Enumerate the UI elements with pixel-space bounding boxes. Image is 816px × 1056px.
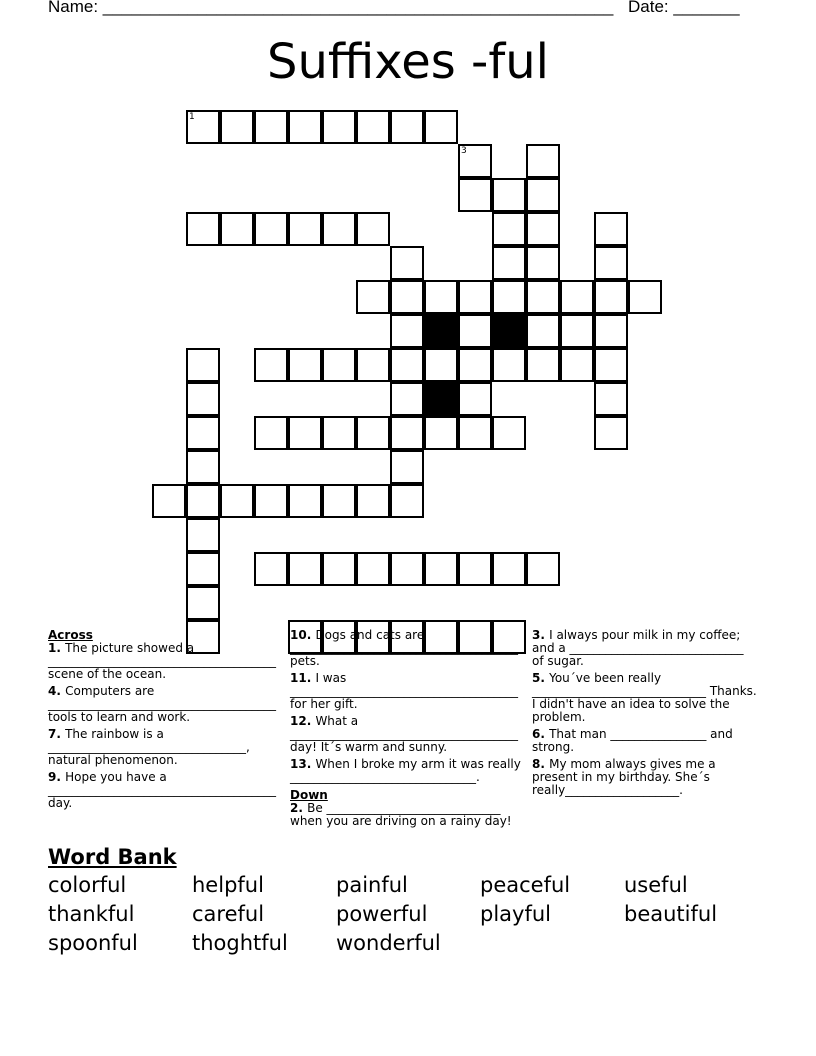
grid-cell[interactable]: [186, 586, 220, 620]
grid-cell[interactable]: [186, 348, 220, 382]
grid-cell[interactable]: [594, 246, 628, 280]
clue-number-label: 6.: [532, 727, 550, 741]
grid-cell[interactable]: [254, 348, 288, 382]
down-clues-list: [290, 802, 530, 828]
across-clues-list-2: [290, 629, 530, 784]
grid-cell[interactable]: [526, 314, 560, 348]
grid-cell[interactable]: [186, 110, 220, 144]
clue-number: 1: [189, 112, 195, 122]
grid-cell[interactable]: [458, 416, 492, 450]
clue-item: [48, 685, 286, 724]
clue-number-label: 3.: [532, 628, 550, 642]
grid-cell[interactable]: [492, 246, 526, 280]
grid-cell[interactable]: [458, 552, 492, 586]
clue-text: ______________________________________: [48, 697, 276, 711]
grid-cell[interactable]: [492, 178, 526, 212]
word-bank-item: spoonful: [48, 931, 138, 955]
clues-column-1: [48, 629, 286, 810]
clue-text: 8. My mom always gives me a: [532, 757, 716, 771]
grid-cell[interactable]: [594, 212, 628, 246]
grid-cell[interactable]: [492, 212, 526, 246]
clue-item: [532, 728, 772, 754]
grid-cell[interactable]: [186, 416, 220, 450]
grid-cell[interactable]: [594, 280, 628, 314]
clue-text: ______________________________________: [290, 641, 518, 655]
grid-cell[interactable]: [390, 280, 424, 314]
grid-cell[interactable]: [526, 144, 560, 178]
clue-text: scene of the ocean.: [48, 667, 167, 681]
grid-cell[interactable]: [356, 280, 390, 314]
grid-cell[interactable]: [186, 212, 220, 246]
grid-cell[interactable]: [220, 212, 254, 246]
word-bank-item: colorful: [48, 873, 127, 897]
grid-cell[interactable]: [356, 552, 390, 586]
grid-cell[interactable]: [390, 348, 424, 382]
grid-cell[interactable]: [594, 382, 628, 416]
word-bank-item: powerful: [336, 902, 428, 926]
grid-cell[interactable]: [492, 416, 526, 450]
clue-text: ______________________________________: [48, 783, 276, 797]
clue-text: 2. Be _____________________________: [290, 801, 501, 815]
clue-text: natural phenomenon.: [48, 753, 178, 767]
grid-cell[interactable]: [254, 484, 288, 518]
clue-item: [290, 802, 530, 828]
grid-cell[interactable]: [458, 382, 492, 416]
clue-text: pets.: [290, 654, 320, 668]
clue-text: ______________________________________: [48, 654, 276, 668]
word-bank-item: thankful: [48, 902, 135, 926]
grid-cell[interactable]: [288, 212, 322, 246]
grid-cell[interactable]: [560, 280, 594, 314]
grid-cell[interactable]: [322, 348, 356, 382]
clue-item: [290, 672, 530, 711]
clue-item: [532, 629, 772, 668]
clue-text: present in my birthday. She´s: [532, 770, 710, 784]
clue-text: day! It´s warm and sunny.: [290, 740, 448, 754]
clue-number-label: 8.: [532, 757, 550, 771]
grid-cell[interactable]: [390, 450, 424, 484]
clue-text: 11. I was: [290, 671, 347, 685]
clue-number-label: 1.: [48, 641, 66, 655]
down-clues-list-2: [532, 629, 772, 797]
grid-cell[interactable]: [322, 416, 356, 450]
clue-text: problem.: [532, 710, 586, 724]
grid-cell[interactable]: [390, 246, 424, 280]
clue-number: 3: [461, 146, 467, 156]
grid-cell[interactable]: [186, 450, 220, 484]
grid-cell[interactable]: [594, 348, 628, 382]
grid-cell[interactable]: [458, 178, 492, 212]
clue-text: I didn't have an idea to solve the: [532, 697, 730, 711]
grid-cell[interactable]: [254, 110, 288, 144]
grid-black-cell: [424, 314, 458, 348]
clue-item: [532, 758, 772, 797]
clue-number-label: 9.: [48, 770, 66, 784]
clues-column-3: [532, 629, 772, 797]
clue-text: ______________________________________: [290, 684, 518, 698]
date-field: Date: _______: [628, 0, 740, 16]
grid-cell[interactable]: [492, 348, 526, 382]
grid-cell[interactable]: [526, 348, 560, 382]
clues-column-2: [290, 629, 530, 828]
clue-text: ______________________________________: [290, 727, 518, 741]
grid-cell[interactable]: [220, 110, 254, 144]
clue-number-label: 13.: [290, 757, 316, 771]
clue-number-label: 2.: [290, 801, 308, 815]
down-heading: Down: [290, 788, 328, 802]
grid-cell[interactable]: [288, 552, 322, 586]
grid-cell[interactable]: [458, 280, 492, 314]
clue-text: tools to learn and work.: [48, 710, 191, 724]
grid-cell[interactable]: [390, 552, 424, 586]
clue-text: 12. What a: [290, 714, 359, 728]
clue-item: [290, 758, 530, 784]
clue-text: _________________________________,: [48, 740, 250, 754]
word-bank-title: Word Bank: [48, 845, 177, 869]
across-clues-list: [48, 642, 286, 810]
word-bank-item: useful: [624, 873, 688, 897]
grid-cell[interactable]: [356, 348, 390, 382]
grid-cell[interactable]: [526, 212, 560, 246]
grid-cell[interactable]: [560, 348, 594, 382]
clue-text: 4. Computers are: [48, 684, 155, 698]
clue-item: [290, 715, 530, 754]
grid-cell[interactable]: [594, 416, 628, 450]
name-field: Name: ______________________________________________________: [48, 0, 614, 16]
clue-text: of sugar.: [532, 654, 584, 668]
clue-number-label: 10.: [290, 628, 316, 642]
clue-item: [48, 728, 286, 767]
grid-cell[interactable]: [288, 348, 322, 382]
clue-number-label: 11.: [290, 671, 316, 685]
grid-cell[interactable]: [356, 484, 390, 518]
grid-cell[interactable]: [254, 552, 288, 586]
grid-cell[interactable]: [288, 110, 322, 144]
grid-cell[interactable]: [458, 144, 492, 178]
clue-text: 3. I always pour milk in my coffee;: [532, 628, 741, 642]
grid-cell[interactable]: [356, 416, 390, 450]
grid-cell[interactable]: [322, 110, 356, 144]
word-bank-item: thoghtful: [192, 931, 288, 955]
grid-cell[interactable]: [424, 348, 458, 382]
grid-cell[interactable]: [254, 212, 288, 246]
clue-text: 13. When I broke my arm it was really: [290, 757, 521, 771]
clue-text: when you are driving on a rainy day!: [290, 814, 512, 828]
grid-cell[interactable]: [594, 314, 628, 348]
grid-cell[interactable]: [356, 212, 390, 246]
grid-cell[interactable]: [390, 382, 424, 416]
grid-cell[interactable]: [288, 484, 322, 518]
clue-number-label: 4.: [48, 684, 66, 698]
grid-cell[interactable]: [526, 178, 560, 212]
grid-cell[interactable]: [492, 552, 526, 586]
grid-black-cell: [424, 382, 458, 416]
grid-cell[interactable]: [356, 110, 390, 144]
clue-text: day.: [48, 796, 73, 810]
grid-cell[interactable]: [424, 552, 458, 586]
grid-black-cell: [492, 314, 526, 348]
grid-cell[interactable]: [390, 314, 424, 348]
clue-item: [48, 771, 286, 810]
grid-cell[interactable]: [458, 314, 492, 348]
grid-cell[interactable]: [458, 348, 492, 382]
grid-cell[interactable]: [526, 246, 560, 280]
grid-cell[interactable]: [220, 484, 254, 518]
clue-text: _____________________________ Thanks.: [532, 684, 757, 698]
grid-cell[interactable]: [424, 416, 458, 450]
grid-cell[interactable]: [186, 518, 220, 552]
grid-cell[interactable]: [526, 552, 560, 586]
clue-item: [48, 642, 286, 681]
grid-cell[interactable]: [390, 110, 424, 144]
grid-cell[interactable]: [322, 212, 356, 246]
grid-cell[interactable]: [424, 280, 458, 314]
grid-cell[interactable]: [424, 110, 458, 144]
grid-cell[interactable]: [390, 484, 424, 518]
grid-cell[interactable]: [322, 484, 356, 518]
clue-number-label: 5.: [532, 671, 550, 685]
word-bank-item: wonderful: [336, 931, 441, 955]
grid-cell[interactable]: [254, 416, 288, 450]
clue-text: 10. Dogs and cats are: [290, 628, 425, 642]
clue-text: 7. The rainbow is a: [48, 727, 164, 741]
grid-cell[interactable]: [186, 552, 220, 586]
word-bank-item: careful: [192, 902, 265, 926]
grid-cell[interactable]: [526, 280, 560, 314]
clue-item: [532, 672, 772, 724]
page-title: Suffixes -ful: [267, 34, 549, 90]
word-bank-item: painful: [336, 873, 408, 897]
word-bank-item: playful: [480, 902, 551, 926]
clue-text: 6. That man ________________ and: [532, 727, 733, 741]
across-heading: Across: [48, 628, 93, 642]
clue-text: for her gift.: [290, 697, 358, 711]
grid-cell[interactable]: [390, 416, 424, 450]
grid-cell[interactable]: [186, 484, 220, 518]
grid-cell[interactable]: [560, 314, 594, 348]
clue-text: strong.: [532, 740, 575, 754]
clue-number-label: 7.: [48, 727, 66, 741]
clue-text: and a _____________________________: [532, 641, 744, 655]
grid-cell[interactable]: [322, 552, 356, 586]
grid-cell[interactable]: [152, 484, 186, 518]
clue-text: 5. You´ve been really: [532, 671, 662, 685]
clue-text: 9. Hope you have a: [48, 770, 167, 784]
word-bank-item: peaceful: [480, 873, 571, 897]
clue-text: _______________________________.: [290, 770, 480, 784]
clue-text: 1. The picture showed a: [48, 641, 195, 655]
clue-item: [290, 629, 530, 668]
grid-cell[interactable]: [186, 382, 220, 416]
clue-number-label: 12.: [290, 714, 316, 728]
grid-cell[interactable]: [492, 280, 526, 314]
grid-cell[interactable]: [288, 416, 322, 450]
clue-text: really___________________.: [532, 783, 683, 797]
word-bank-item: helpful: [192, 873, 264, 897]
grid-cell[interactable]: [628, 280, 662, 314]
word-bank-item: beautiful: [624, 902, 718, 926]
